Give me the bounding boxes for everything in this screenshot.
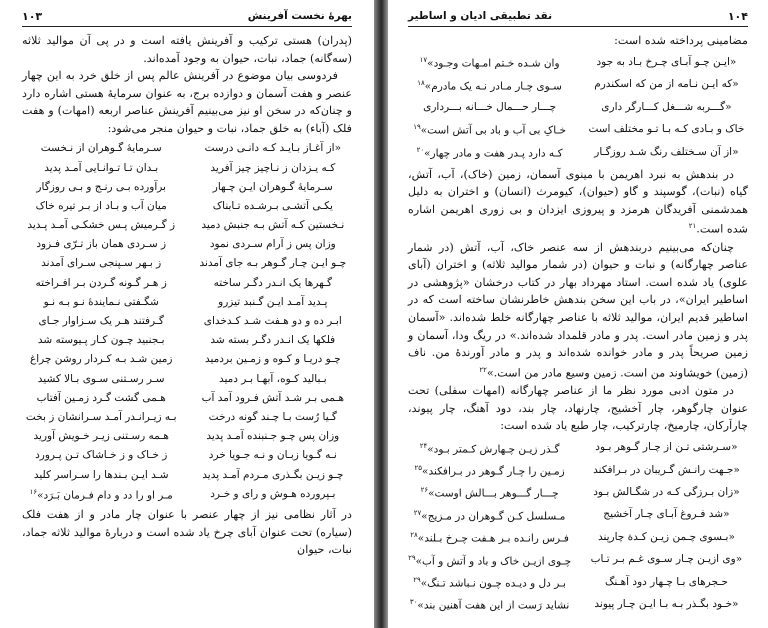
hemistich-first: چـو زیـن بگـذری مـردم آمـد پدید — [202, 468, 344, 481]
hemistich-first: «شد فـروغ آبـای چـار آخشیج — [603, 508, 730, 521]
hemistich-text: فـرس رانـده بـر هـفت چـرخ بـلند» — [417, 532, 569, 545]
paragraph-text: چنان‌که می‌بینیم دربندهش از سه عنصر خاک، آب، آتش (در شمار عناصر چهارگانه) و نبات و حیوان (در شمار موالید ثلاثه) و اختران (آبای علوی) یاد شده است. استاد مهرداد بهار در کتاب درخشان «پژوهشی در اساطیر ایران»، در باب این سخن بندهش خاطرنشان ساخته است که در اساطیر قدیم ایران، موالید ثلاثه با عناصر چهارگانه خلط شده‌اند. «آسمان پدر و زمین مادر است. پدر و مادر قلمداد شده‌اند.» در ریگ ودا، آسمان و زمین صریحاً پدر و مادر خوانده شده‌اند و پدر و مادر آورندهٔ من. ناف (زمین) خویشاوند من است. زمین وسیع مادر من است.» — [408, 240, 748, 380]
hemistich-second: شگـفتی نـمایندهٔ نـو بـه نـو — [43, 295, 159, 308]
hemistich-second: ز خـاک و ز خـاشاک تـن پـرورد — [35, 449, 168, 462]
footnote-marker: ۱۷ — [419, 56, 428, 65]
right-bundahishn-paragraph — [408, 166, 748, 239]
hemistich-first: سـرمایهٔ گـوهران ایـن چـهار — [212, 180, 333, 193]
hemistich-second — [408, 572, 571, 593]
right-page-running-title: نقد تطبیقی ادیان و اساطیر — [408, 10, 553, 22]
hemistich-second: سـرمایهٔ گـوهران از نـخست — [40, 142, 162, 155]
verse-couplet — [408, 96, 748, 118]
verse-couplet — [22, 370, 352, 389]
hemistich-first: وزان پس چـو جـنبنده آمـد پدید — [206, 430, 340, 443]
footnote-marker: ۲۲ — [479, 365, 487, 374]
right-intro-line: مضامینی پرداخته شده است: — [614, 34, 748, 47]
right-elements-paragraph: در متون ادبی مورد نظر ما از عناصر چهارگانه (امهات سفلی) تحت عنوان چارگوهر، چار آخشیج، چارنهاد، چار بند، دود آهنگ، چار پیوند، چاراَرکان، چارمیخ، چارترکیب، چار طبع یاد شده است: — [408, 384, 748, 433]
hemistich-first: فلکها یک انـدر دگـر بسته شد — [210, 334, 336, 347]
hemistich-first: وزان پس ز آرام سـردی نمود — [209, 238, 336, 251]
hemistich-text: چـــار گـــوهر بـــالش اوست» — [428, 487, 559, 500]
hemistich-text: گـذر زیـن چـهارش کـمتر بـود» — [427, 443, 560, 456]
right-verse-block-2 — [408, 437, 748, 616]
hemistich-first: «که ایـن نـامه از من که اسکندرم — [594, 78, 739, 91]
hemistich-second — [408, 119, 571, 140]
verse-couplet — [22, 427, 352, 446]
paragraph-text: در بندهش به نبرد اهریمن با مینوی آسمان، زمین (خاک)، آب، آتش، گیاه (نبات)، گوسپند و گاو (حیوان)، کیومرث (انسان) و اختران به دلیل همدشمنی آفریدگان هرمزد و پیروزی ایزدان و بی زوری اهریمن اشاره شده است. — [408, 167, 748, 237]
hemistich-second — [408, 460, 571, 481]
verse-couplet — [22, 447, 352, 466]
book-gutter — [374, 0, 388, 628]
hemistich-second: برآورده بـی رنـج و بـی روزگار — [36, 180, 166, 193]
hemistich-second: بـجنبید چـون کـار پـیوسته شد — [37, 334, 165, 347]
hemistich-second — [408, 482, 571, 503]
verse-couplet — [408, 459, 748, 481]
hemistich-second — [408, 75, 571, 96]
verse-couplet — [22, 274, 352, 293]
hemistich-first: گـهرها یک انـدر دگـر ساخته — [213, 276, 333, 289]
hemistich-second: گـرفتند هـر یک سـزاوار جـای — [38, 315, 164, 328]
left-closing-paragraph: در آثار نظامی نیز از چهار عنصر با عنوان چار مادر و از هفت فلک (سیاره) تحت عنوان آبای چرخ یاد شده است و دربارهٔ موالید ثلاثه جماد، نبات، حیوان — [22, 508, 352, 557]
verse-couplet — [22, 140, 352, 159]
footnote-marker: ۲۴ — [419, 441, 428, 450]
verse-couplet — [22, 293, 352, 312]
left-intro-paragraph: (پدران) هستی ترکیب و آفرینش یافته است و در پی آن موالید ثلاثه (سه‌گانه) جماد، نبات، حیوان به وجود آمده‌اند. — [22, 34, 352, 65]
hemistich-first: «جـهت رانـش گـریبان در بـرافکند — [593, 463, 740, 476]
hemistich-text: چـوی ازیـن خاک و باد و آتش و آب» — [415, 555, 572, 568]
verse-couplet — [22, 159, 352, 178]
hemistich-second: زمین شـد بـه کـردار روشن چراغ — [29, 353, 173, 366]
verse-couplet — [22, 331, 352, 350]
hemistich-second — [408, 52, 571, 73]
right-bahar-paragraph — [408, 239, 748, 382]
hemistich-first: خاک و بـادی کـه بـا تـو مختلف است — [588, 123, 745, 136]
hemistich-first: «از آغـاز بـایـد کـه دانـی درست — [204, 142, 342, 155]
right-page-body — [408, 32, 748, 618]
left-page — [0, 0, 374, 628]
hemistich-first: بـپرورده هـوش و رای و خـرد — [210, 487, 336, 500]
hemistich-first: «ایـن چـو آبـای چـرخ بـاد به جود — [596, 55, 737, 68]
left-ferdowsi-paragraph: فردوسی بیان موضوع در آفرینش عالم پس از خلق خرد به این چهار عنصر و هفت آسمان و دوازده برج، به عنوان سرمایهٔ هستی اشاره دارد و چنان‌که در سخن او نیز می‌بینیم آفرینش عناصر اربعه (امهات) و هفت فلک (آباء) به خلق جماد، نبات و حیوان منجر می‌شود: — [22, 69, 352, 135]
hemistich-text: مـسلسل کـن گـوهران در مـزیج» — [421, 510, 566, 523]
hemistich-first: «گـــربه شـــغل کـــارگر داری — [601, 100, 732, 113]
right-verse-block-1 — [408, 52, 748, 164]
verse-couplet — [22, 255, 352, 274]
verse-couplet — [22, 351, 352, 370]
hemistich-first: نـه گـویا زبـان و نـه جـویا خرد — [208, 449, 337, 462]
footnote-marker: ۲۷ — [413, 508, 422, 517]
verse-couplet — [408, 549, 748, 571]
footnote-marker: ۲۵ — [414, 463, 423, 472]
hemistich-second: ز گـرمیش پـس خشکـی آمـد پـدید — [27, 219, 176, 232]
hemistich-text: مـر او را دد و دام فـرمان بَـرَد» — [37, 489, 173, 502]
footnote-marker: ۲۹ — [413, 575, 421, 584]
right-page-header — [408, 7, 748, 25]
hemistich-second — [408, 438, 571, 459]
hemistich-second: چـــار حـــمال خـــانه بـــرداری — [423, 100, 557, 113]
hemistich-second — [408, 550, 571, 571]
verse-couplet — [22, 485, 352, 504]
hemistich-second: هـمی گشت گـرد زمـین آفتاب — [36, 391, 166, 404]
verse-couplet — [22, 197, 352, 216]
left-page-body — [22, 32, 352, 559]
hemistich-text: وان شـده خـتم امـهات وجـود» — [427, 57, 560, 70]
footnote-marker: ۲۸ — [410, 531, 418, 540]
hemistich-text: بـر دل و دیـده چـون نـباشد تـنگ» — [420, 577, 566, 590]
verse-couplet — [22, 466, 352, 485]
hemistich-second: بـدان تـا تـوانـایی آمـد پدید — [44, 161, 159, 174]
verse-couplet — [408, 74, 748, 96]
hemistich-first: «زان بـرزگی کـه در شگـالش بـود — [593, 486, 740, 499]
right-page — [388, 0, 768, 628]
hemistich-first: ابـر ده و دو هـفت شـد کـدخدای — [203, 315, 342, 328]
footnote-marker: ۱۹ — [413, 123, 421, 132]
footnote-marker: ۲۱ — [688, 222, 697, 231]
verse-couplet — [408, 52, 748, 74]
hemistich-second — [408, 142, 571, 163]
verse-couplet — [408, 594, 748, 616]
footnote-marker: ۲۶ — [420, 486, 429, 495]
hemistich-second: ز هـر گـونه گـردن بـر افـراخته — [35, 276, 167, 289]
hemistich-first: «بـسوی چـمن زیـن کـدة چارپند — [597, 530, 735, 543]
verse-couplet — [408, 526, 748, 548]
verse-couplet — [408, 119, 748, 141]
left-page-header — [22, 7, 352, 25]
hemistich-first: گـیا رُست بـا چـند گونه درخت — [208, 410, 337, 423]
hemistich-second: ز بـهر سـپنجی سـرای آمدند — [41, 257, 162, 270]
hemistich-first: نـخستین کـه آتش بـه جنبش دمید — [201, 219, 345, 232]
left-verse-block — [22, 140, 352, 505]
left-page-number: ۱۰۳ — [22, 9, 43, 23]
hemistich-second: شـد ایـن بـندها را سـراسر کلید — [33, 468, 169, 481]
hemistich-second — [408, 505, 571, 526]
hemistich-second: ز سـردی همان باز تـرّی فـزود — [36, 238, 167, 251]
verse-couplet — [22, 178, 352, 197]
hemistich-first: چـو دریـا و کـوه و زمـین بردمید — [204, 353, 341, 366]
verse-couplet — [22, 312, 352, 331]
hemistich-text: کـه دارد پـدر هفت و مادر چهار» — [424, 147, 563, 160]
hemistich-second: بـه زیـرانـدر آمـد سـرانشان ز بخت — [25, 410, 177, 423]
left-page-running-title: بهرهٔ نخست آفرینش — [247, 10, 352, 22]
verse-couplet — [408, 141, 748, 163]
footnote-marker: ۲۹ — [408, 553, 416, 562]
hemistich-second — [22, 484, 180, 505]
hemistich-text: نشاید رَست از این هفت آهنین بند» — [417, 599, 570, 612]
hemistich-second: میان آب و بـاد از بـر تیره خاک — [35, 199, 167, 212]
hemistich-first: پـدید آمـد ایـن گـنبد تیزرو — [218, 295, 328, 308]
hemistich-text: سـوی چـار مـادر نـه یک مادرم» — [424, 80, 562, 93]
left-header-rule — [22, 26, 352, 27]
hemistich-second — [408, 527, 571, 548]
hemistich-first: بـبالید کـوه، آبهـا بـر دمید — [218, 372, 327, 385]
hemistich-text: خـاکِ بی آب و باد بی آتش است» — [420, 124, 566, 137]
hemistich-first: یکـی آتشـی بـرشـده تـابناک — [212, 199, 333, 212]
hemistich-second — [408, 594, 571, 615]
verse-couplet — [22, 236, 352, 255]
verse-couplet — [408, 571, 748, 593]
verse-couplet — [22, 216, 352, 235]
verse-couplet — [408, 482, 748, 504]
hemistich-first: «از آن سـختلف رنگ شـد روزگـار — [594, 145, 739, 158]
right-header-rule — [408, 26, 748, 27]
verse-couplet — [408, 504, 748, 526]
verse-couplet — [408, 437, 748, 459]
footnote-marker: ۳۰ — [409, 598, 418, 607]
hemistich-second: هـمه رسـتنی زیـر خـویش آورید — [33, 430, 169, 443]
footnote-marker: ۲۰ — [416, 145, 425, 154]
footnote-marker: ۱۸ — [417, 78, 425, 87]
hemistich-first: کـه یـزدان ز نـاچیز چیز آفرید — [210, 161, 336, 174]
hemistich-text: زمـین را چـار گـوهر در بـرافکند» — [422, 465, 565, 478]
right-page-number: ۱۰۴ — [727, 9, 748, 23]
verse-couplet — [22, 389, 352, 408]
hemistich-first: هـمی بـر شـد آتش فـرود آمد آب — [201, 391, 344, 404]
verse-couplet — [22, 408, 352, 427]
footnote-marker: ۱۶ — [29, 487, 38, 496]
hemistich-first: «سـرشتی تـن از چـار گـوهر بـود — [595, 441, 738, 454]
hemistich-second: سـر رسـتنی سـوی بـالا کشید — [37, 372, 165, 385]
hemistich-first: چـو ایـن چـار گـوهر بـه جای آمدند — [199, 257, 347, 270]
hemistich-first: حـجرهای بـا چـهار دود آهـنگ — [604, 575, 728, 588]
hemistich-first: «خـود بگـذر بـه بـا ایـن چـار پیوند — [594, 598, 739, 611]
hemistich-first: «وی ازیـن چـار سـوی غـم بـر تـاب — [590, 553, 743, 566]
